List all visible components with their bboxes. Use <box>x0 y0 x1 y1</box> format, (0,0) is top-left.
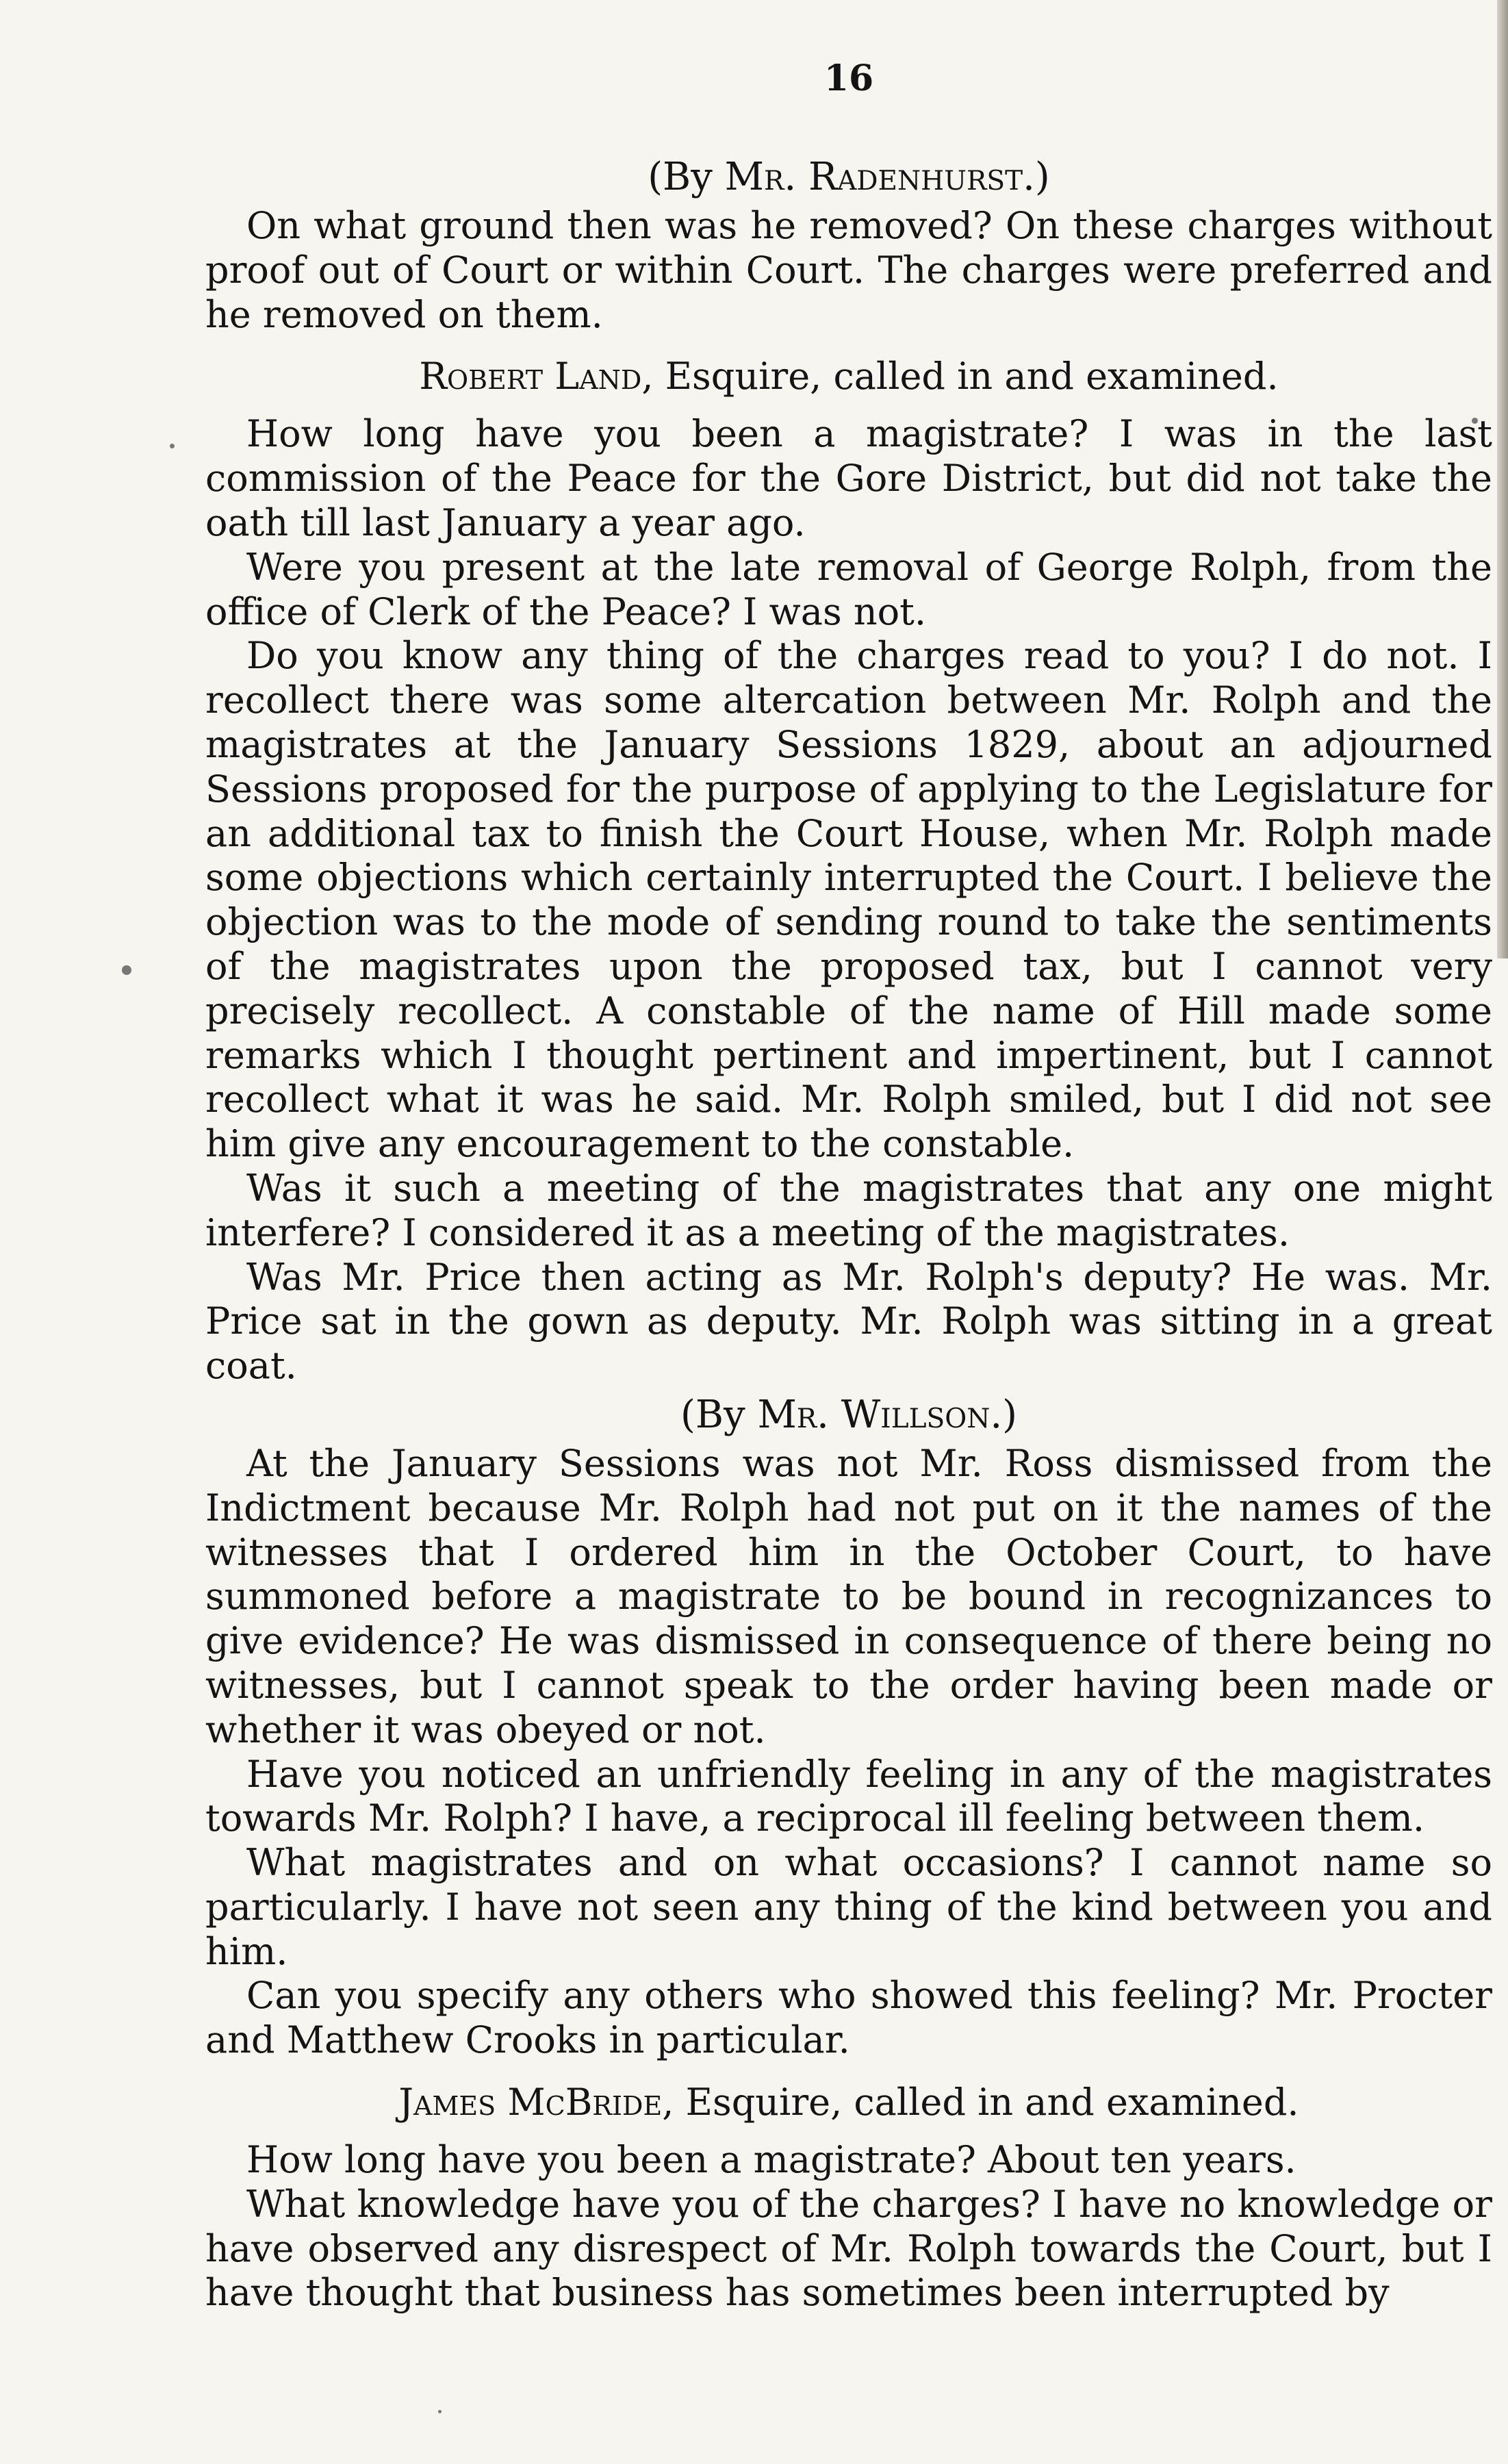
testimony-paragraph: What magistrates and on what occasions? I cannot name so particularly. I have not seen any thing of the kind between you and him. <box>205 1841 1492 1973</box>
examiner-name: Mr. Willson. <box>757 1392 1003 1437</box>
testimony-paragraph: On what ground then was he removed? On these charges without proof out of Court or within Court. The charges were preferred and he removed on them. <box>205 204 1492 336</box>
witness-heading <box>205 349 1492 404</box>
print-speck <box>170 444 175 448</box>
testimony-paragraph: Was Mr. Price then acting as Mr. Rolph's deputy? He was. Mr. Price sat in the gown as deputy. Mr. Rolph was sitting in a great coat. <box>205 1255 1492 1388</box>
testimony-paragraph: How long have you been a magistrate? I was in the last commission of the Peace for the Gore District, but did not take the oath till last January a year ago. <box>205 412 1492 544</box>
testimony-paragraph: What knowledge have you of the charges? I have no knowledge or have observed any disrespect of Mr. Rolph towards the Court, but I have thought that business has sometimes been interrupted by <box>205 2182 1492 2315</box>
examiner-heading <box>205 1388 1492 1442</box>
print-speck <box>122 965 131 975</box>
document-page <box>205 55 1492 2315</box>
examiner-suffix: ) <box>1034 155 1050 199</box>
testimony-paragraph: Can you specify any others who showed this feeling? Mr. Procter and Matthew Crooks in particular. <box>205 1974 1492 2062</box>
examiner-prefix: (By <box>680 1392 758 1437</box>
testimony-paragraph: Do you know any thing of the charges read to you? I do not. I recollect there was some altercation between Mr. Rolph and the magistrates at the January Sessions 1829, about an adjourned Sessions proposed for the purpose of applying to the Legislature for an additional tax to finish the Court House, when Mr. Rolph made some objections which certainly interrupted the Court. I believe the objection was to the mode of sending round to take the sentiments of the magistrates upon the proposed tax, but I cannot very precisely recollect. A constable of the name of Hill made some remarks which I thought pertinent and impertinent, but I cannot recollect what it was he said. Mr. Rolph smiled, but I did not see him give any encouragement to the constable. <box>205 634 1492 1166</box>
examiner-prefix: (By <box>648 155 725 199</box>
examiner-suffix: ) <box>1002 1392 1017 1437</box>
witness-name: Robert Land <box>419 355 642 398</box>
testimony-paragraph: At the January Sessions was not Mr. Ross dismissed from the Indictment because Mr. Rolph had not put on it the names of the witnesses that I ordered him in the October Court, to have summoned before a magistrate to be bound in recognizances to give evidence? He was dismissed in consequence of there being no witnesses, but I cannot speak to the order having been made or whether it was obeyed or not. <box>205 1441 1492 1751</box>
page-edge-shadow <box>1497 0 1508 958</box>
witness-called: , Esquire, called in and examined. <box>662 2081 1299 2124</box>
examiner-heading <box>205 151 1492 204</box>
witness-heading <box>205 2075 1492 2130</box>
print-speck <box>438 2410 442 2413</box>
testimony-paragraph: Was it such a meeting of the magistrates that any one might interfere? I considered it as a meeting of the magistrates. <box>205 1166 1492 1254</box>
examiner-name: Mr. Radenhurst. <box>724 155 1035 199</box>
testimony-paragraph: How long have you been a magistrate? About ten years. <box>246 2138 1296 2182</box>
page-number: 16 <box>823 58 874 99</box>
witness-called: , Esquire, called in and examined. <box>641 355 1279 398</box>
testimony-paragraph: Were you present at the late removal of George Rolph, from the office of Clerk of the Peace? I was not. <box>205 545 1492 633</box>
testimony-paragraph: Have you noticed an unfriendly feeling in any of the magistrates towards Mr. Rolph? I have, a reciprocal ill feeling between them. <box>205 1752 1492 1840</box>
witness-name: James McBride <box>398 2081 663 2124</box>
page-content <box>205 151 1492 2315</box>
